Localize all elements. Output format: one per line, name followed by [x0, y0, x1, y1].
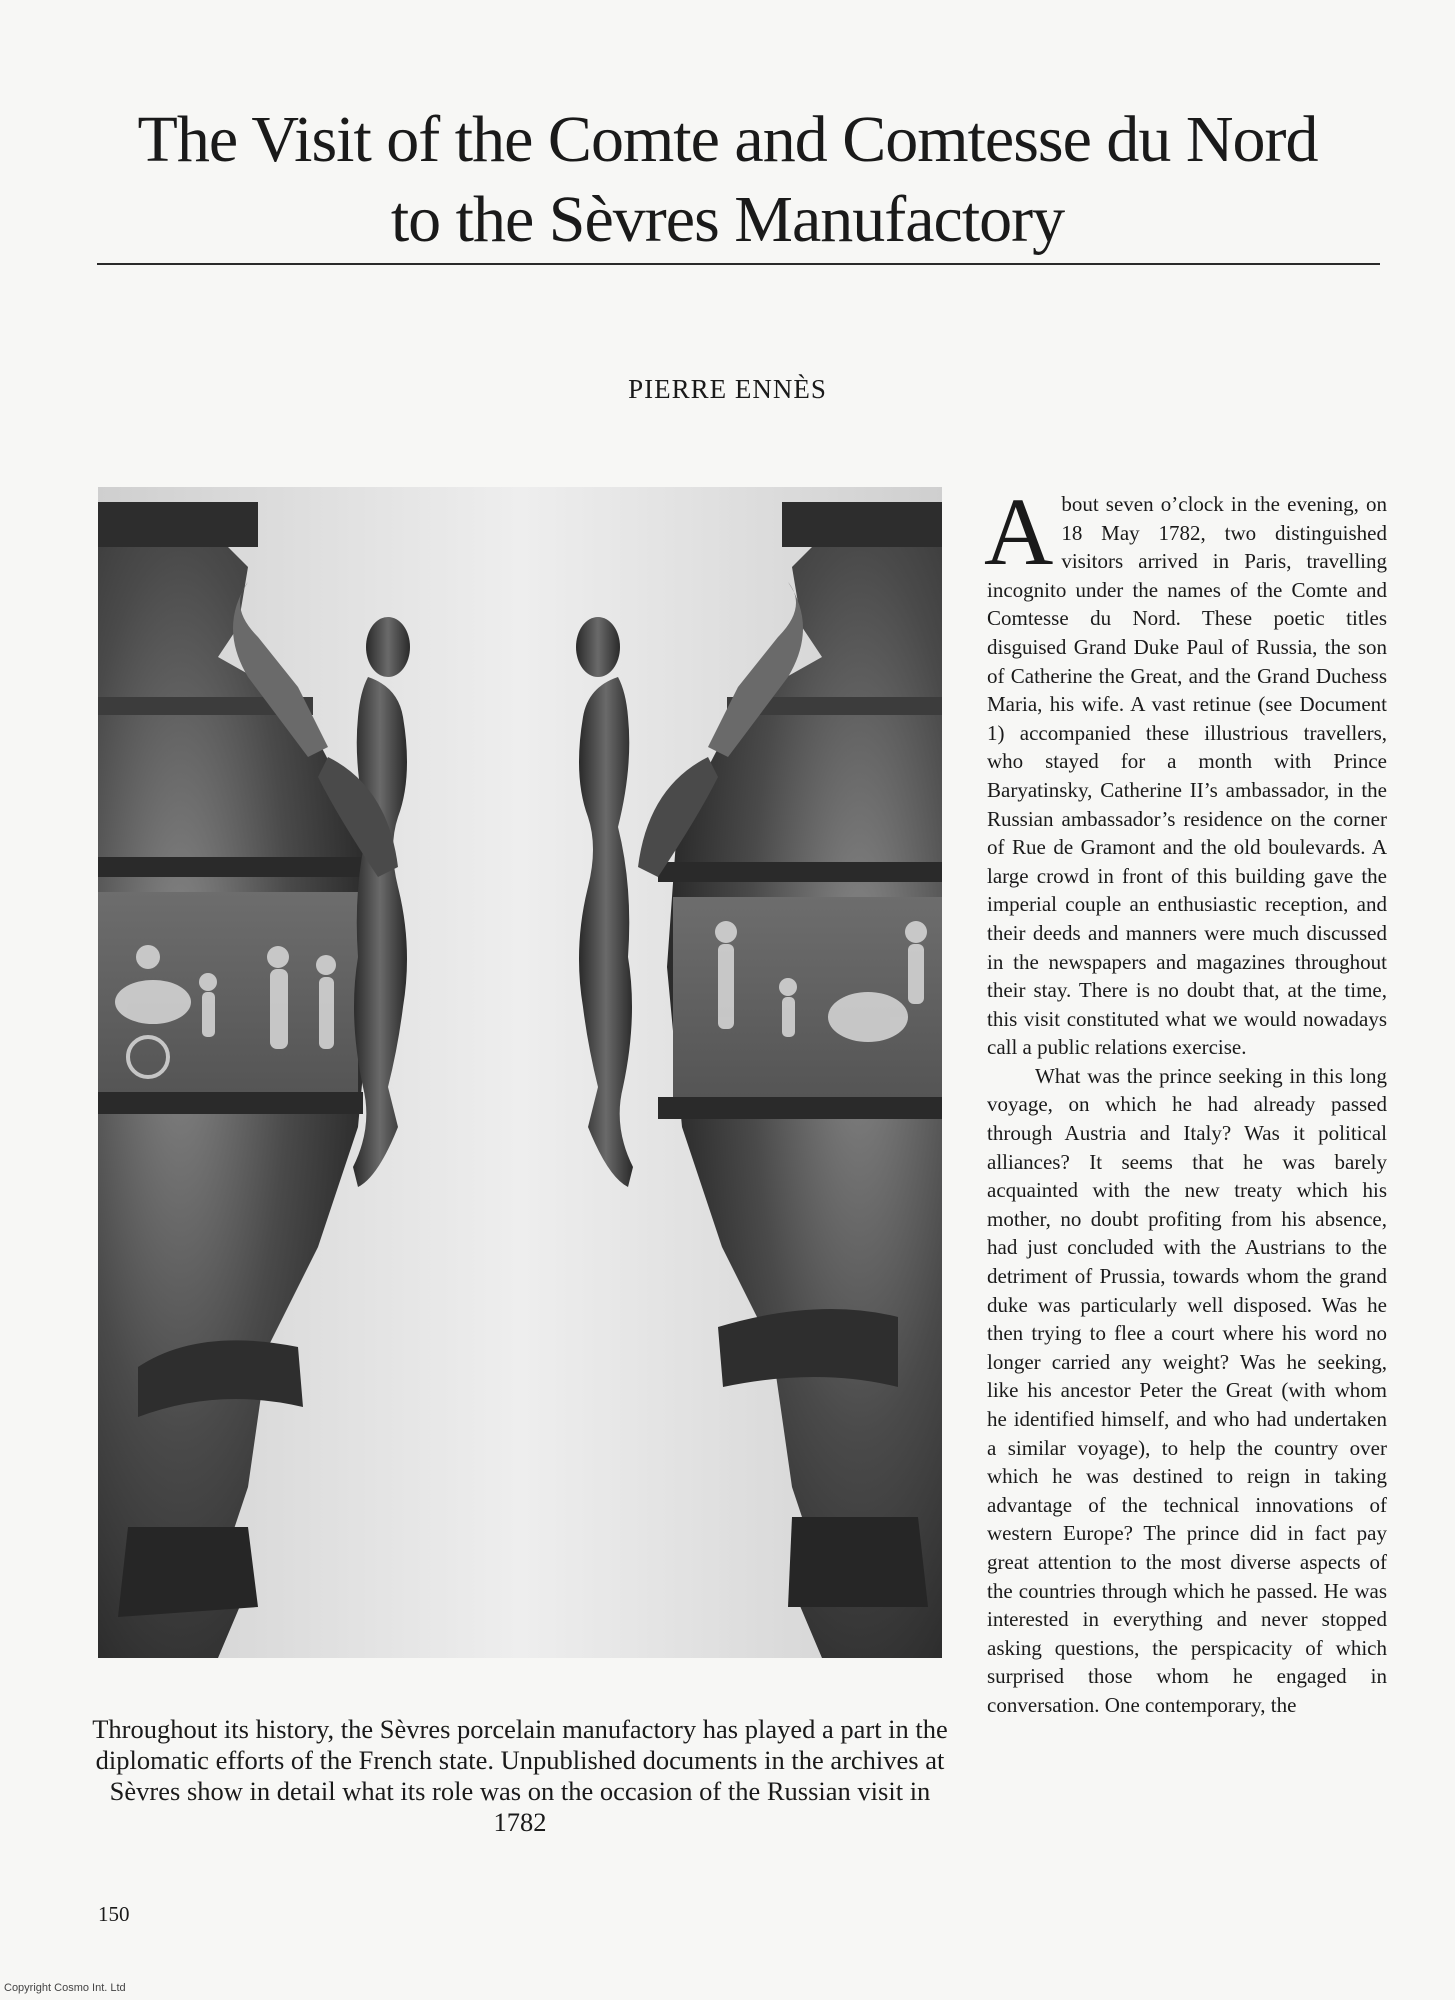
vases-photograph — [98, 487, 942, 1658]
figure-caption: Throughout its history, the Sèvres porcelain manufactory has played a part in the diplomatic efforts of the French state. Unpublished documents in the archives at Sèvres show in detail what its role was on the occasion of the Russian visit in 1782 — [92, 1714, 948, 1837]
title-line-1: The Visit of the Comte and Comtesse du Nord — [137, 103, 1318, 176]
article-body — [984, 478, 1387, 1720]
title-divider — [97, 263, 1380, 265]
page-number: 150 — [98, 1902, 130, 1926]
title-line-2: to the Sèvres Manufactory — [390, 183, 1065, 256]
paragraph-2: What was the prince seeking in this long voyage, on which he had already passed through Austria and Italy? Was it political alliances? It seems that he was barely acquainted with the new treaty which his mother, no doubt profiting from his absence, had just concluded with the Austrians to the detriment of Prussia, towards whom the grand duke was particularly well disposed. Was he then trying to flee a court where his word no longer carried any weight? Was he seeking, like his ancestor Peter the Great (with whom he identified himself, and who had undertaken a similar voyage), to help the country over which he was destined to reign in taking advantage of the technical innovations of western Europe? The prince did in fact pay great attention to the most diverse aspects of the countries through which he passed. He was interested in everything and never stopped asking questions, the perspicacity of which surprised those whom he engaged in conversation. One contemporary, the — [987, 1063, 1387, 1717]
page-title — [0, 100, 1455, 260]
paragraph-1-text: bout seven o’clock in the evening, on 18 May 1782, two distinguished visitors arrived in Paris, travelling incognito under the names of the Comte and Comtesse du Nord. These poetic titles disguised Grand Duke Paul of Russia, the son of Catherine the Great, and the Grand Duchess Maria, his wife. A vast retinue (see Document 1) accompanied these illustrious travellers, who stayed for a month with Prince Baryatinsky, Catherine II’s ambassador, in the Russian ambassador’s residence on the corner of Rue de Gramont and the old boulevards. A large crowd in front of this building gave the imperial couple an enthusiastic reception, and their deeds and manners were much discussed in the newspapers and magazines throughout their stay. There is no doubt that, at the time, this visit constituted what we would nowadays call a public relations exercise. — [987, 492, 1387, 1060]
drop-cap: A — [984, 478, 1054, 585]
author-name: PIERRE ENNÈS — [628, 374, 827, 404]
copyright-notice: Copyright Cosmo Int. Ltd — [4, 1982, 126, 1994]
paragraph-1 — [984, 478, 1387, 1062]
